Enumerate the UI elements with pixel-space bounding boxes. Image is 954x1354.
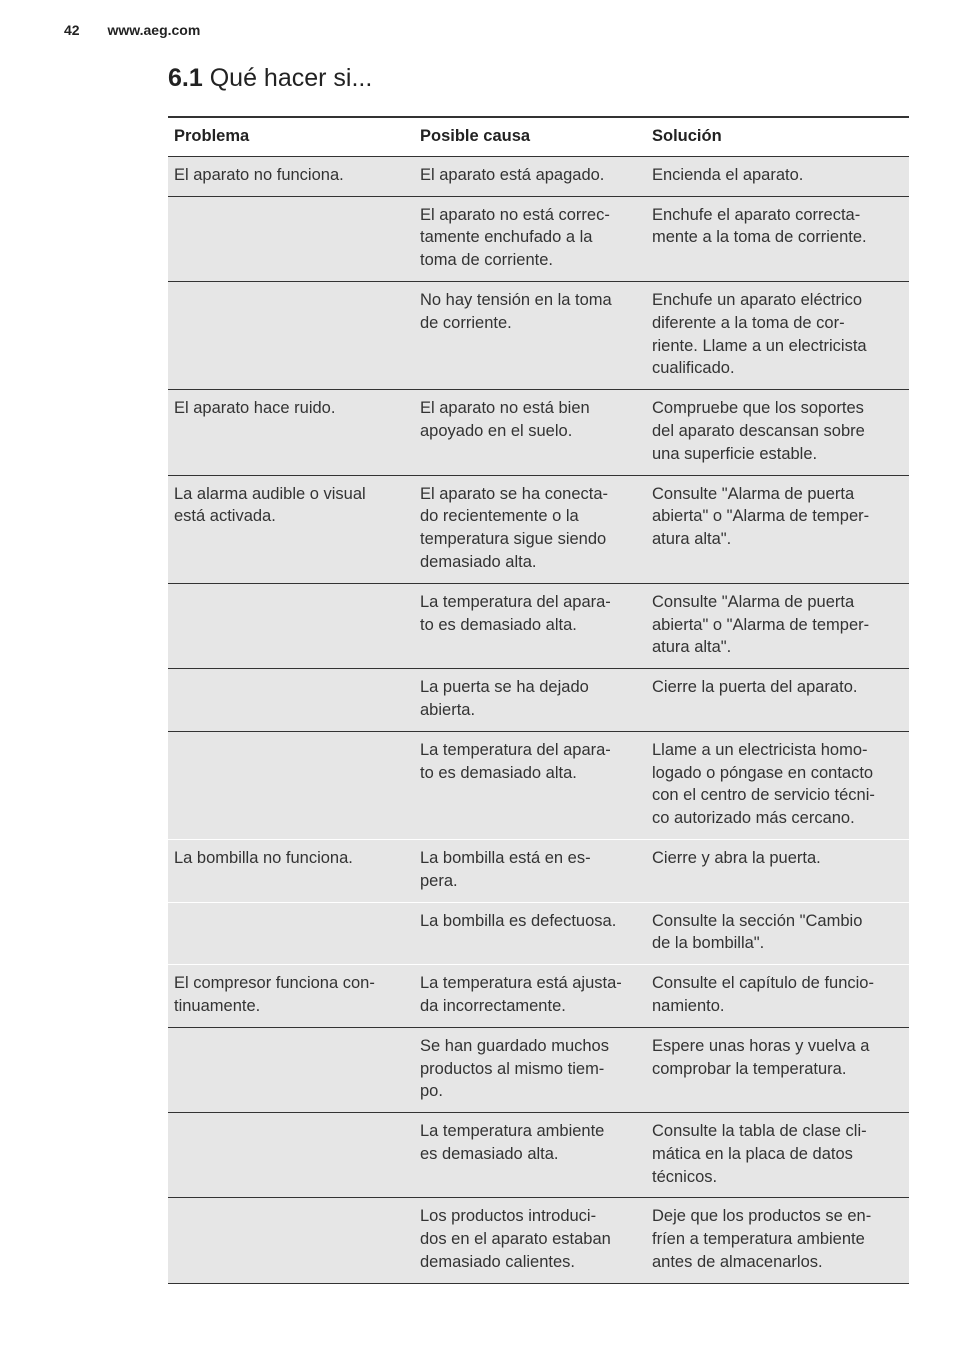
table-row: [168, 1113, 909, 1198]
problem-cell: [168, 731, 414, 839]
solution-cell: Consulte "Alarma de puerta abierta" o "Alarma de temper- atura alta".: [652, 592, 870, 657]
solution-cell: Consulte "Alarma de puerta abierta" o "Alarma de temper- atura alta".: [652, 484, 870, 549]
problem-cell: [168, 1113, 414, 1198]
cause-cell: No hay tensión en la toma de corriente.: [420, 290, 612, 332]
cause-cell: La bombilla está en es- pera.: [420, 848, 591, 890]
cause-cell: La puerta se ha dejado abierta.: [420, 678, 589, 719]
table-row: [168, 902, 909, 965]
solution-cell: Encienda el aparato.: [652, 165, 804, 184]
problem-cell: [168, 902, 414, 965]
problem-cell: El compresor funciona con- tinuamente.: [174, 974, 375, 1015]
column-header-cause: Posible causa: [420, 127, 531, 145]
table-row: [168, 390, 909, 475]
table-row: [168, 669, 909, 732]
solution-cell: Llame a un electricista homo- logado o póngase en contacto con el centro de servicio técni- co autorizado más cercano.: [652, 740, 875, 828]
problem-cell: [168, 281, 414, 389]
cause-cell: El aparato no está correc- tamente enchufado a la toma de corriente.: [420, 205, 610, 270]
column-header-problem: Problema: [174, 127, 250, 145]
problem-cell: [168, 1198, 414, 1283]
cause-cell: La temperatura del apara- to es demasiado alta.: [420, 740, 611, 782]
solution-cell: Consulte el capítulo de funcio- namiento.: [652, 974, 874, 1015]
section-number: 6.1: [168, 64, 203, 92]
cause-cell: Los productos introduci- dos en el aparato estaban demasiado calientes.: [420, 1207, 611, 1272]
solution-cell: Consulte la tabla de clase cli- mática en la placa de datos técnicos.: [652, 1122, 867, 1186]
page-number: 42: [64, 22, 80, 38]
section-title: [168, 64, 372, 93]
cause-cell: El aparato se ha conecta- do recientemente o la temperatura sigue siendo demasiado alta.: [420, 484, 609, 571]
column-header-solution: Solución: [652, 127, 722, 145]
solution-cell: Deje que los productos se en- fríen a temperatura ambiente antes de almacenarlos.: [652, 1207, 872, 1272]
table-row: [168, 156, 909, 196]
solution-cell: Cierre la puerta del aparato.: [652, 678, 858, 697]
solution-cell: Compruebe que los soportes del aparato descansan sobre una superficie estable.: [652, 399, 865, 463]
solution-cell: Espere unas horas y vuelva a comprobar la temperatura.: [652, 1036, 870, 1078]
problem-cell: El aparato hace ruido.: [174, 399, 336, 418]
table-row: [168, 583, 909, 668]
cause-cell: El aparato no está bien apoyado en el suelo.: [420, 399, 590, 440]
cause-cell: La temperatura ambiente es demasiado alta.: [420, 1122, 605, 1163]
problem-cell: La bombilla no funciona.: [174, 848, 353, 867]
section-title-text: Qué hacer si...: [209, 64, 373, 92]
solution-cell: Consulte la sección "Cambio de la bombilla".: [652, 911, 863, 953]
table-row: [168, 1027, 909, 1112]
problem-cell: [168, 583, 414, 668]
table-row: [168, 731, 909, 839]
problem-cell: La alarma audible o visual está activada.: [174, 484, 366, 526]
table-row: [168, 475, 909, 583]
problem-cell: El aparato no funciona.: [174, 165, 344, 184]
cause-cell: La bombilla es defectuosa.: [420, 911, 617, 930]
table-row: [168, 1198, 909, 1283]
problem-cell: [168, 196, 414, 281]
table-row: [168, 281, 909, 389]
table-header-row: [168, 117, 909, 156]
table-row: [168, 965, 909, 1028]
table-row: [168, 839, 909, 902]
solution-cell: Cierre y abra la puerta.: [652, 848, 821, 867]
cause-cell: Se han guardado muchos productos al mismo tiem- po.: [420, 1036, 609, 1101]
site-url: www.aeg.com: [107, 22, 201, 38]
table-row: [168, 196, 909, 281]
troubleshooting-table: [168, 116, 909, 1284]
page-header: [64, 22, 200, 38]
cause-cell: La temperatura del apara- to es demasiado alta.: [420, 592, 611, 634]
solution-cell: Enchufe un aparato eléctrico diferente a la toma de cor- riente. Llame a un electricista cualificado.: [652, 290, 867, 378]
solution-cell: Enchufe el aparato correcta- mente a la toma de corriente.: [652, 205, 867, 247]
problem-cell: [168, 1027, 414, 1112]
cause-cell: La temperatura está ajusta- da incorrectamente.: [420, 974, 622, 1015]
cause-cell: El aparato está apagado.: [420, 165, 605, 184]
problem-cell: [168, 669, 414, 732]
